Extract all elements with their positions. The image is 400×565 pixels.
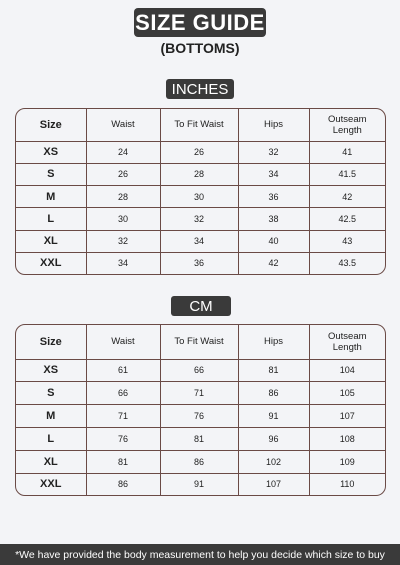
page-subtitle: (BOTTOMS) [160, 40, 240, 56]
table-cell: 104 [309, 359, 385, 382]
table-cell: 24 [86, 141, 160, 163]
cm-section-label: CM [171, 296, 231, 316]
size-cell: XL [16, 450, 86, 473]
header-outseam-length: Outseam Length [309, 109, 385, 141]
table-cell: 41 [309, 141, 385, 163]
size-cell: M [16, 186, 86, 208]
table-cell: 107 [238, 473, 309, 495]
table-cell: 32 [238, 141, 309, 163]
header-to-fit-waist: To Fit Waist [160, 109, 238, 141]
table-cell: 28 [160, 163, 238, 185]
size-cell: XS [16, 359, 86, 382]
table-cell: 91 [238, 405, 309, 428]
table-cell: 43 [309, 230, 385, 252]
table-cell: 108 [309, 427, 385, 450]
table-cell: 91 [160, 473, 238, 495]
table-cell: 81 [86, 450, 160, 473]
table-cell: 34 [238, 163, 309, 185]
table-cell: 30 [86, 208, 160, 230]
inches-section-label: INCHES [166, 79, 234, 99]
table-cell: 76 [86, 427, 160, 450]
table-cell: 110 [309, 473, 385, 495]
table-row [16, 186, 385, 208]
table-cell: 28 [86, 186, 160, 208]
size-cell: XXL [16, 252, 86, 274]
table-row [16, 382, 385, 405]
table-cell: 34 [86, 252, 160, 274]
table-row [16, 252, 385, 274]
header-to-fit-waist: To Fit Waist [160, 325, 238, 359]
table-cell: 38 [238, 208, 309, 230]
table-cell: 36 [160, 252, 238, 274]
table-cell: 42 [238, 252, 309, 274]
table-row [16, 405, 385, 428]
table-cell: 41.5 [309, 163, 385, 185]
table-cell: 66 [86, 382, 160, 405]
table-row [16, 163, 385, 185]
table-row [16, 208, 385, 230]
table-cell: 36 [238, 186, 309, 208]
table-cell: 66 [160, 359, 238, 382]
size-cell: XL [16, 230, 86, 252]
table-cell: 102 [238, 450, 309, 473]
table-cell: 43.5 [309, 252, 385, 274]
table-cell: 96 [238, 427, 309, 450]
table-header-row [16, 109, 385, 141]
size-cell: S [16, 163, 86, 185]
table-cell: 81 [238, 359, 309, 382]
table-cell: 109 [309, 450, 385, 473]
table-cell: 32 [86, 230, 160, 252]
table-cell: 42 [309, 186, 385, 208]
size-cell: S [16, 382, 86, 405]
header-waist: Waist [86, 109, 160, 141]
header-hips: Hips [238, 109, 309, 141]
table-cell: 81 [160, 427, 238, 450]
header-outseam-length: Outseam Length [309, 325, 385, 359]
table-cell: 30 [160, 186, 238, 208]
table-cell: 61 [86, 359, 160, 382]
table-cell: 86 [160, 450, 238, 473]
header-size: Size [16, 325, 86, 359]
table-cell: 71 [86, 405, 160, 428]
table-header-row [16, 325, 385, 359]
table-cell: 34 [160, 230, 238, 252]
table-row [16, 359, 385, 382]
size-cell: M [16, 405, 86, 428]
table-cell: 86 [86, 473, 160, 495]
header-size: Size [16, 109, 86, 141]
size-cell: L [16, 427, 86, 450]
table-row [16, 450, 385, 473]
table-cell: 71 [160, 382, 238, 405]
size-cell: XXL [16, 473, 86, 495]
table-cell: 86 [238, 382, 309, 405]
table-cell: 107 [309, 405, 385, 428]
table-row [16, 473, 385, 495]
cm-size-table [15, 324, 386, 496]
table-row [16, 141, 385, 163]
page-title: SIZE GUIDE [134, 8, 266, 37]
table-row [16, 230, 385, 252]
table-cell: 26 [160, 141, 238, 163]
table-row [16, 427, 385, 450]
size-cell: L [16, 208, 86, 230]
table-cell: 42.5 [309, 208, 385, 230]
inches-size-table [15, 108, 386, 275]
table-cell: 26 [86, 163, 160, 185]
table-cell: 32 [160, 208, 238, 230]
table-cell: 40 [238, 230, 309, 252]
footer-note: *We have provided the body measurement to help you decide which size to buy [0, 544, 400, 565]
size-cell: XS [16, 141, 86, 163]
header-hips: Hips [238, 325, 309, 359]
table-cell: 76 [160, 405, 238, 428]
header-waist: Waist [86, 325, 160, 359]
table-cell: 105 [309, 382, 385, 405]
